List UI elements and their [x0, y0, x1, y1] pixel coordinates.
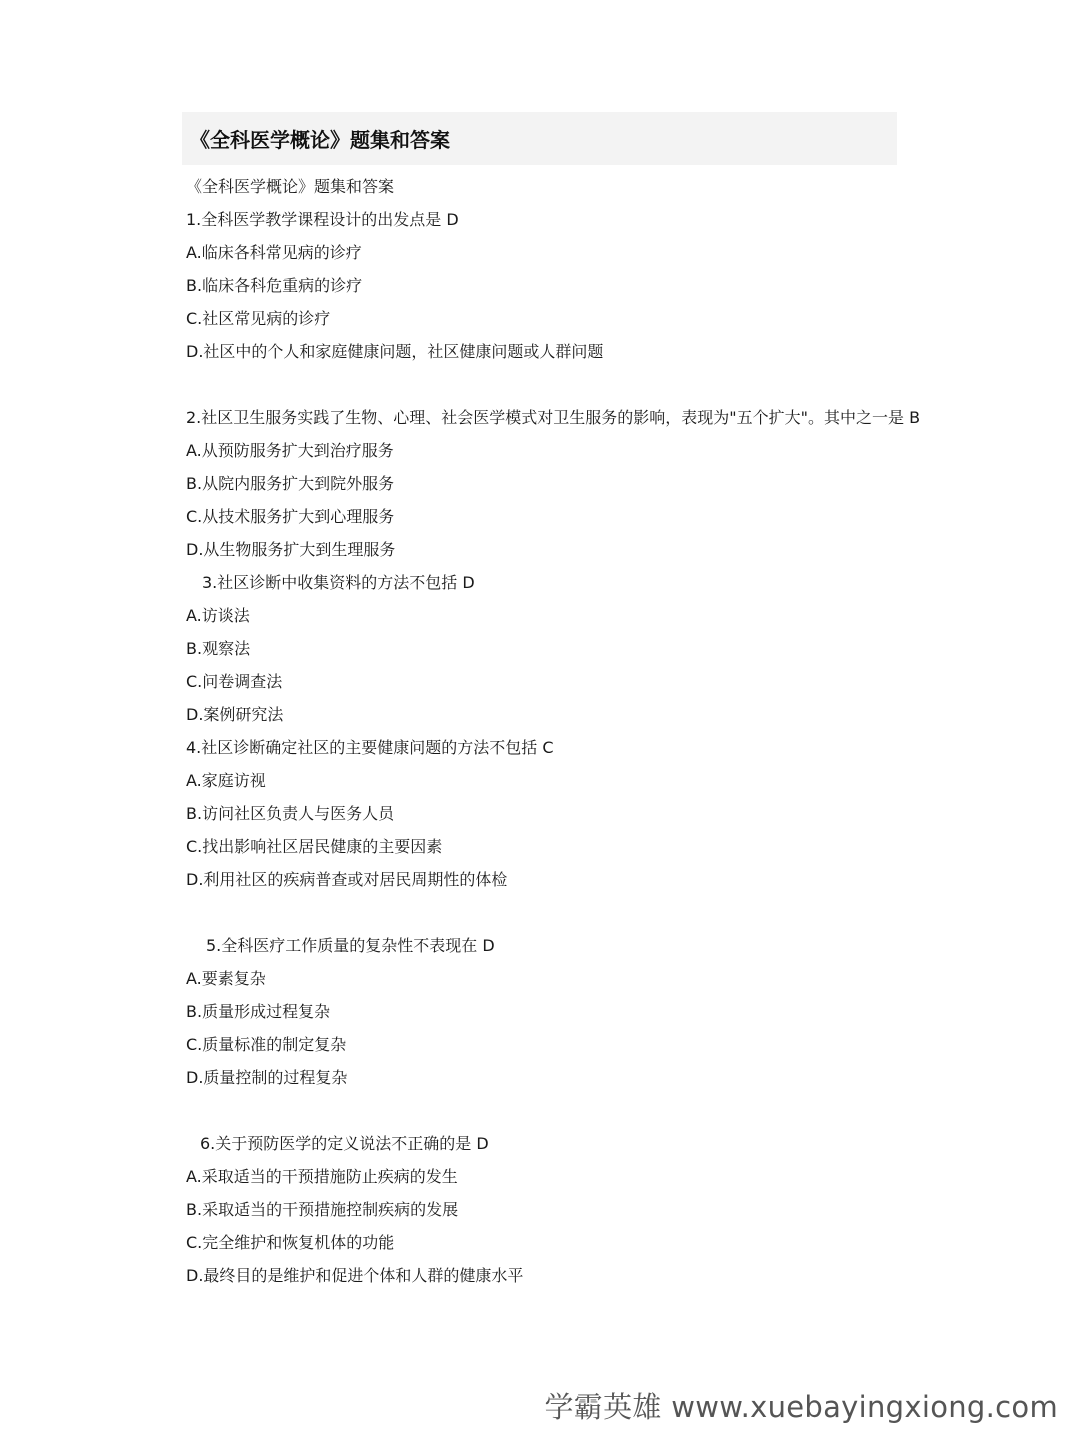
question-3-option-c: C.问卷调查法	[186, 672, 283, 691]
spacer	[186, 896, 1066, 929]
question-3-option-d: D.案例研究法	[186, 705, 284, 724]
question-4-stem: 4.社区诊断确定社区的主要健康问题的方法不包括 C	[186, 738, 554, 757]
question-2-stem: 2.社区卫生服务实践了生物、心理、社会医学模式对卫生服务的影响，表现为"五个扩大"。其中之一是 B	[186, 408, 921, 427]
question-6-option-b: B.采取适当的干预措施控制疾病的发展	[186, 1200, 459, 1219]
document-subtitle: 《全科医学概论》题集和答案	[186, 177, 395, 196]
question-2-option-d: D.从生物服务扩大到生理服务	[186, 540, 396, 559]
question-1-option-b: B.临床各科危重病的诊疗	[186, 276, 363, 295]
spacer	[186, 368, 1066, 401]
question-4-option-a: A.家庭访视	[186, 771, 266, 790]
question-3-stem: 3.社区诊断中收集资料的方法不包括 D	[202, 573, 475, 592]
spacer	[186, 1094, 1066, 1127]
document-title-bar	[182, 112, 897, 165]
site-watermark: 学霸英雄 www.xuebayingxiong.com	[544, 1390, 1058, 1424]
question-6-option-d: D.最终目的是维护和促进个体和人群的健康水平	[186, 1266, 524, 1285]
question-1-stem: 1.全科医学教学课程设计的出发点是 D	[186, 210, 459, 229]
question-6-option-c: C.完全维护和恢复机体的功能	[186, 1233, 395, 1252]
question-5-option-c: C.质量标准的制定复杂	[186, 1035, 347, 1054]
question-4-option-d: D.利用社区的疾病普查或对居民周期性的体检	[186, 870, 508, 889]
document-body	[186, 170, 1066, 1292]
question-1-option-a: A.临床各科常见病的诊疗	[186, 243, 362, 262]
question-3-option-a: A.访谈法	[186, 606, 250, 625]
question-1-option-d: D.社区中的个人和家庭健康问题，社区健康问题或人群问题	[186, 342, 604, 361]
question-5-option-a: A.要素复杂	[186, 969, 266, 988]
question-2-option-a: A.从预防服务扩大到治疗服务	[186, 441, 394, 460]
question-4-option-c: C.找出影响社区居民健康的主要因素	[186, 837, 443, 856]
question-6-stem: 6.关于预防医学的定义说法不正确的是 D	[200, 1134, 489, 1153]
question-5-option-b: B.质量形成过程复杂	[186, 1002, 331, 1021]
question-2-option-b: B.从院内服务扩大到院外服务	[186, 474, 395, 493]
document-title: 《全科医学概论》题集和答案	[190, 128, 450, 152]
question-2-option-c: C.从技术服务扩大到心理服务	[186, 507, 395, 526]
question-5-stem: 5.全科医疗工作质量的复杂性不表现在 D	[206, 936, 495, 955]
question-3-option-b: B.观察法	[186, 639, 251, 658]
question-4-option-b: B.访问社区负责人与医务人员	[186, 804, 395, 823]
question-6-option-a: A.采取适当的干预措施防止疾病的发生	[186, 1167, 458, 1186]
question-1-option-c: C.社区常见病的诊疗	[186, 309, 331, 328]
question-5-option-d: D.质量控制的过程复杂	[186, 1068, 348, 1087]
